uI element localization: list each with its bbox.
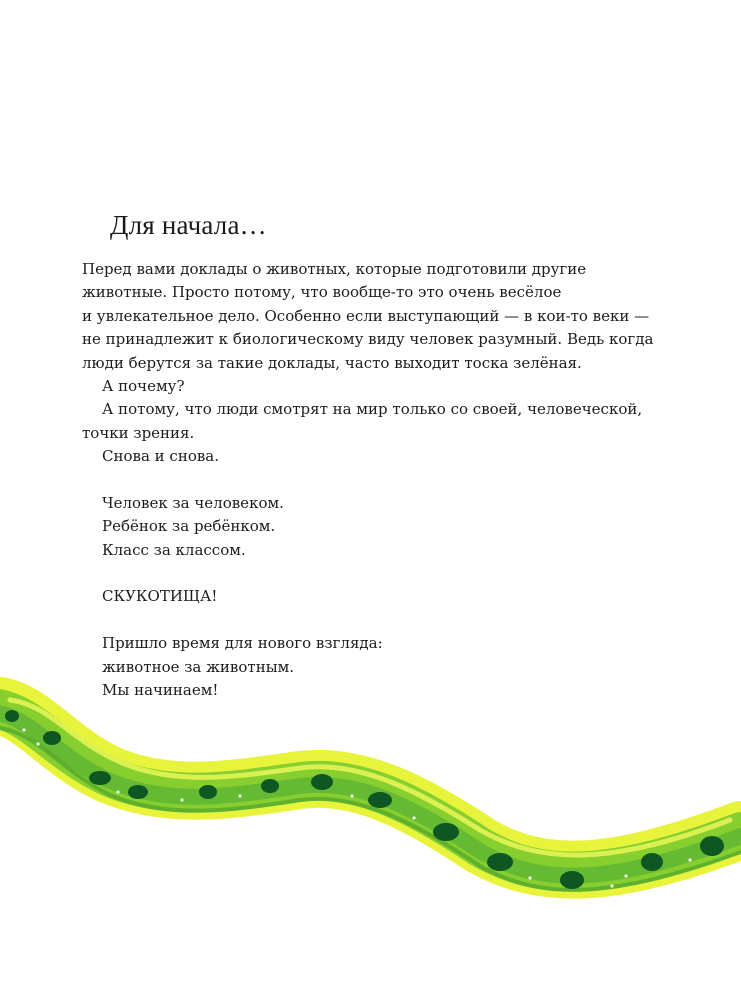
snake-spot xyxy=(43,731,61,745)
text-line: Мы начинаем! xyxy=(102,681,219,700)
text-line: люди берутся за такие доклады, часто выходит тоска зелёная. xyxy=(82,353,582,372)
snake-spot xyxy=(311,774,333,790)
text-line: животные. Просто потому, что вообще-то это очень весёлое xyxy=(82,283,562,302)
snake-spot xyxy=(5,710,19,722)
snake-spot xyxy=(128,785,148,799)
text-line: Пришло время для нового взгляда: xyxy=(102,634,383,653)
text-line: животное за животным. xyxy=(102,657,295,676)
page-title: Для начала… xyxy=(110,210,267,240)
text-line: СКУКОТИЩА! xyxy=(102,587,218,606)
text-line: Снова и снова. xyxy=(102,447,220,466)
snake-dot xyxy=(238,794,241,797)
snake-dots xyxy=(22,728,691,887)
snake-dot xyxy=(350,794,353,797)
snake-shadow xyxy=(0,728,741,890)
snake-spot xyxy=(199,785,217,799)
snake-body-core xyxy=(0,712,741,876)
snake-dot xyxy=(412,816,415,819)
snake-dot xyxy=(688,858,691,861)
snake-spot xyxy=(89,771,111,785)
paragraph-gap xyxy=(82,469,672,492)
snake-dot xyxy=(528,876,531,879)
snake-spot xyxy=(368,792,392,808)
snake-spot xyxy=(487,853,513,871)
text-line: Перед вами доклады о животных, которые подготовили другие xyxy=(82,260,587,278)
text-line: Человек за человеком. xyxy=(102,493,284,512)
text-line: Ребёнок за ребёнком. xyxy=(102,517,276,536)
snake-spot xyxy=(261,779,279,793)
snake-spot xyxy=(700,836,724,856)
snake-spot xyxy=(641,853,663,871)
paragraph-gap xyxy=(82,562,672,585)
snake-dot xyxy=(180,798,183,801)
snake-body-yellow xyxy=(0,705,741,870)
snake-spot xyxy=(560,871,584,889)
snake-dot xyxy=(36,742,39,745)
snake-dot xyxy=(22,728,25,731)
snake-body-green xyxy=(0,708,741,872)
snake-spot xyxy=(433,823,459,841)
snake-dot xyxy=(610,884,613,887)
text-line: А потому, что люди смотрят на мир только со своей, человеческой, xyxy=(102,400,643,419)
text-line: Класс за классом. xyxy=(102,540,246,559)
text-line: не принадлежит к биологическому виду человек разумный. Ведь когда xyxy=(82,330,654,349)
text-line: А почему? xyxy=(102,376,185,395)
text-line: точки зрения. xyxy=(82,423,195,442)
snake-spots xyxy=(5,710,724,889)
snake-dot xyxy=(624,874,627,877)
paragraph-gap xyxy=(82,609,672,632)
snake-dot xyxy=(116,790,119,793)
snake-highlight xyxy=(10,700,730,855)
intro-text xyxy=(82,258,672,702)
text-line: и увлекательное дело. Особенно если выступающий — в кои-то веки — xyxy=(82,306,650,325)
